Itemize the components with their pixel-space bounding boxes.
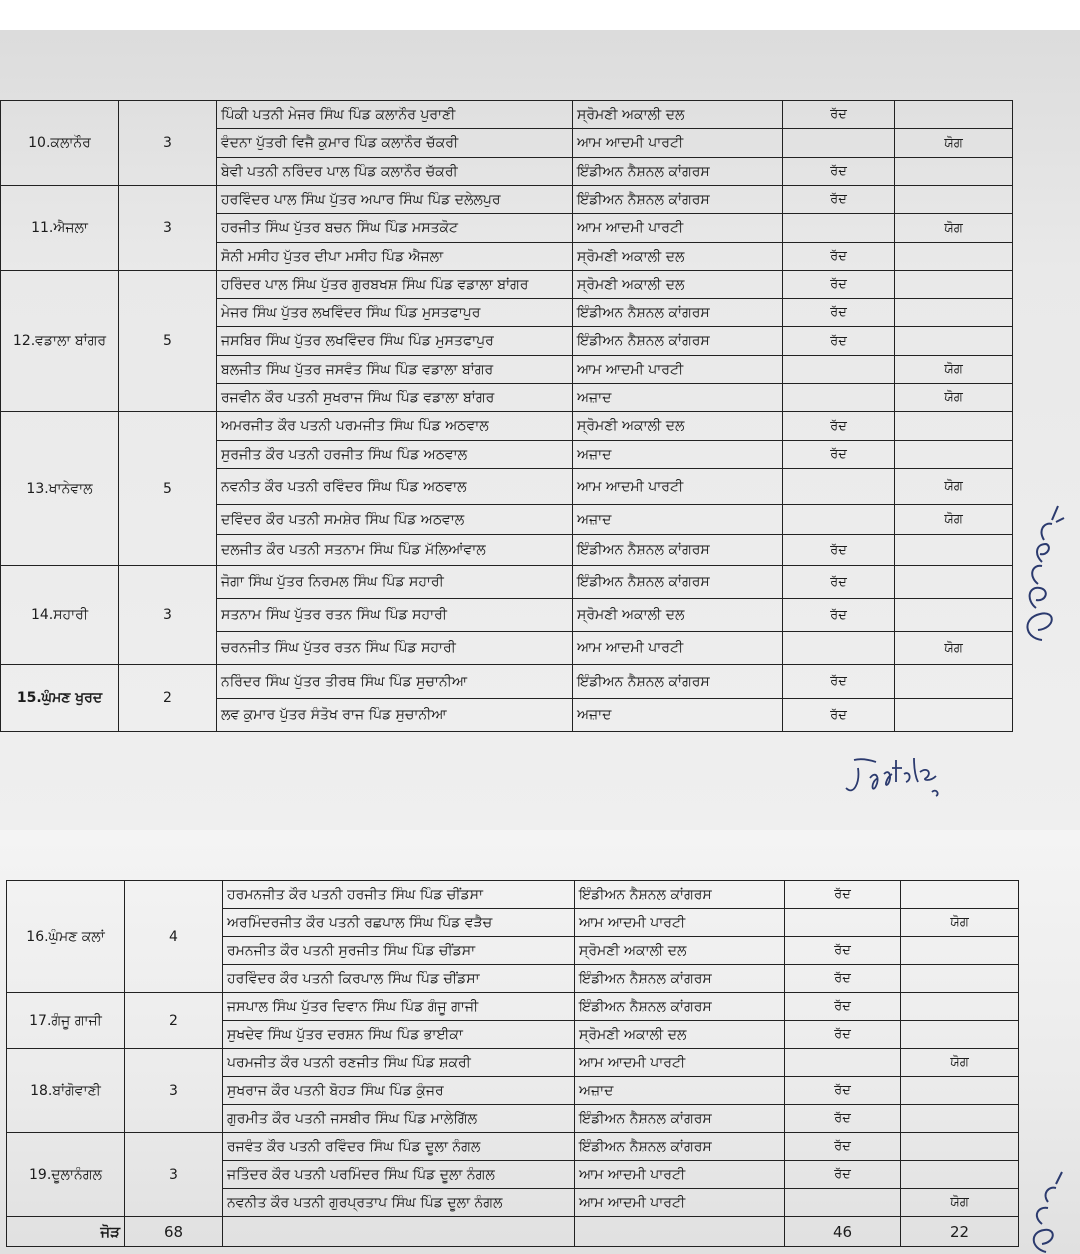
- rejected-mark: [785, 1189, 901, 1217]
- halqa-name: 17.ਗੰਜੂ ਗਾਜੀ: [7, 993, 125, 1049]
- rejected-mark: [783, 632, 895, 665]
- candidate-name: ਸਤਨਾਮ ਸਿੰਘ ਪੁੱਤਰ ਰਤਨ ਸਿੰਘ ਪਿੰਡ ਸਹਾਰੀ: [217, 599, 573, 632]
- rejected-mark: [783, 129, 895, 158]
- party-name: ਅਜ਼ਾਦ: [573, 441, 783, 469]
- candidate-name: ਅਰਮਿੰਦਰਜੀਤ ਕੌਰ ਪਤਨੀ ਰਛਪਾਲ ਸਿੰਘ ਪਿੰਡ ਵੜੈਚ: [223, 909, 575, 937]
- valid-mark: [895, 101, 1013, 129]
- rejected-mark: ਰੱਦ: [785, 965, 901, 993]
- valid-mark: ਯੋਗ: [895, 129, 1013, 158]
- candidate-name: ਨਵਨੀਤ ਕੌਰ ਪਤਨੀ ਗੁਰਪ੍ਰਤਾਪ ਸਿੰਘ ਪਿੰਡ ਦੂਲਾ ਨੰਗਲ: [223, 1189, 575, 1217]
- party-name: ਇੰਡੀਅਨ ਨੈਸ਼ਨਲ ਕਾਂਗਰਸ: [573, 327, 783, 356]
- rejected-mark: [783, 214, 895, 243]
- rejected-mark: [785, 1049, 901, 1077]
- party-name: ਇੰਡੀਅਨ ਨੈਸ਼ਨਲ ਕਾਂਗਰਸ: [573, 535, 783, 566]
- totals-blank-party: [575, 1217, 785, 1247]
- candidate-name: ਜਤਿੰਦਰ ਕੌਰ ਪਤਨੀ ਪਰਮਿੰਦਰ ਸਿੰਘ ਪਿੰਡ ਦੂਲਾ ਨੰਗਲ: [223, 1161, 575, 1189]
- candidate-name: ਅਮਰਜੀਤ ਕੌਰ ਪਤਨੀ ਪਰਮਜੀਤ ਸਿੰਘ ਪਿੰਡ ਅਠਵਾਲ: [217, 412, 573, 441]
- rejected-mark: [783, 469, 895, 505]
- valid-mark: ਯੋਗ: [901, 1189, 1019, 1217]
- party-name: ਸ੍ਰੋਮਣੀ ਅਕਾਲੀ ਦਲ: [573, 412, 783, 441]
- party-name: ਸ੍ਰੋਮਣੀ ਅਕਾਲੀ ਦਲ: [573, 101, 783, 129]
- rejected-mark: ਰੱਦ: [783, 412, 895, 441]
- rejected-mark: ਰੱਦ: [783, 566, 895, 599]
- halqa-name: 19.ਦੂਲਾਨੰਗਲ: [7, 1133, 125, 1217]
- halqa-name: 10.ਕਲਾਨੌਰ: [1, 101, 119, 186]
- rejected-mark: ਰੱਦ: [783, 599, 895, 632]
- party-name: ਇੰਡੀਅਨ ਨੈਸ਼ਨਲ ਕਾਂਗਰਸ: [575, 965, 785, 993]
- rejected-mark: [785, 909, 901, 937]
- rejected-mark: ਰੱਦ: [783, 665, 895, 699]
- valid-mark: ਯੋਗ: [895, 632, 1013, 665]
- valid-mark: [895, 327, 1013, 356]
- halqa-name: 13.ਖਾਨੇਵਾਲ: [1, 412, 119, 566]
- valid-mark: [901, 1021, 1019, 1049]
- party-name: ਆਮ ਆਦਮੀ ਪਾਰਟੀ: [573, 632, 783, 665]
- valid-mark: [895, 158, 1013, 186]
- valid-mark: [895, 441, 1013, 469]
- candidate-name: ਸੋਨੀ ਮਸੀਹ ਪੁੱਤਰ ਦੀਪਾ ਮਸੀਹ ਪਿੰਡ ਐਜਲਾ: [217, 243, 573, 271]
- totals-seats: 68: [125, 1217, 223, 1247]
- seat-count: 2: [125, 993, 223, 1049]
- party-name: ਇੰਡੀਅਨ ਨੈਸ਼ਨਲ ਕਾਂਗਰਸ: [573, 566, 783, 599]
- rejected-mark: ਰੱਦ: [785, 1161, 901, 1189]
- rejected-mark: ਰੱਦ: [783, 243, 895, 271]
- party-name: ਇੰਡੀਅਨ ਨੈਸ਼ਨਲ ਕਾਂਗਰਸ: [573, 665, 783, 699]
- candidate-name: ਹਰਮਨਜੀਤ ਕੌਰ ਪਤਨੀ ਹਰਜੀਤ ਸਿੰਘ ਪਿੰਡ ਚੀਂਡਸਾ: [223, 881, 575, 909]
- totals-blank-candidate: [223, 1217, 575, 1247]
- valid-mark: [895, 599, 1013, 632]
- candidate-name: ਚਰਨਜੀਤ ਸਿੰਘ ਪੁੱਤਰ ਰਤਨ ਸਿੰਘ ਪਿੰਡ ਸਹਾਰੀ: [217, 632, 573, 665]
- valid-mark: [895, 271, 1013, 299]
- rejected-mark: ਰੱਦ: [783, 441, 895, 469]
- candidate-name: ਲਵ ਕੁਮਾਰ ਪੁੱਤਰ ਸੰਤੋਖ ਰਾਜ ਪਿੰਡ ਸੁਚਾਨੀਆ: [217, 699, 573, 732]
- valid-mark: [895, 535, 1013, 566]
- valid-mark: [901, 881, 1019, 909]
- party-name: ਅਜ਼ਾਦ: [575, 1077, 785, 1105]
- party-name: ਆਮ ਆਦਮੀ ਪਾਰਟੀ: [573, 469, 783, 505]
- candidate-name: ਹਰਿੰਦਰ ਪਾਲ ਸਿੰਘ ਪੁੱਤਰ ਗੁਰਬਖਸ਼ ਸਿੰਘ ਪਿੰਡ ਵਡਾਲਾ ਬਾਂਗਰ: [217, 271, 573, 299]
- halqa-name: 16.ਘੁੰਮਣ ਕਲਾਂ: [7, 881, 125, 993]
- candidate-name: ਮੇਜਰ ਸਿੰਘ ਪੁੱਤਰ ਲਖਵਿੰਦਰ ਸਿੰਘ ਪਿੰਡ ਮੁਸਤਫਾਪੁਰ: [217, 299, 573, 327]
- rejected-mark: [783, 384, 895, 412]
- party-name: ਸ੍ਰੋਮਣੀ ਅਕਾਲੀ ਦਲ: [575, 937, 785, 965]
- table-row: [1, 186, 1013, 214]
- table-row: [1, 271, 1013, 299]
- rejected-mark: ਰੱਦ: [783, 299, 895, 327]
- rejected-mark: ਰੱਦ: [783, 101, 895, 129]
- candidate-name: ਸੁਰਜੀਤ ਕੌਰ ਪਤਨੀ ਹਰਜੀਤ ਸਿੰਘ ਪਿੰਡ ਅਠਵਾਲ: [217, 441, 573, 469]
- rejected-mark: ਰੱਦ: [785, 1133, 901, 1161]
- party-name: ਅਜ਼ਾਦ: [573, 505, 783, 535]
- totals-row: [7, 1217, 1019, 1247]
- totals-label: ਜੋੜ: [7, 1217, 125, 1247]
- party-name: ਸ੍ਰੋਮਣੀ ਅਕਾਲੀ ਦਲ: [573, 271, 783, 299]
- party-name: ਆਮ ਆਦਮੀ ਪਾਰਟੀ: [575, 1161, 785, 1189]
- rejected-mark: ਰੱਦ: [785, 1021, 901, 1049]
- party-name: ਇੰਡੀਅਨ ਨੈਸ਼ਨਲ ਕਾਂਗਰਸ: [575, 1105, 785, 1133]
- halqa-name: 14.ਸਹਾਰੀ: [1, 566, 119, 665]
- party-name: ਅਜ਼ਾਦ: [573, 384, 783, 412]
- signature-right-bottom: [1016, 1170, 1076, 1254]
- valid-mark: [895, 299, 1013, 327]
- candidate-name: ਬੇਵੀ ਪਤਨੀ ਨਰਿੰਦਰ ਪਾਲ ਪਿੰਡ ਕਲਾਨੌਰ ਚੱਕਰੀ: [217, 158, 573, 186]
- party-name: ਸ੍ਰੋਮਣੀ ਅਕਾਲੀ ਦਲ: [575, 1021, 785, 1049]
- candidate-name: ਹਰਵਿੰਦਰ ਕੌਰ ਪਤਨੀ ਕਿਰਪਾਲ ਸਿੰਘ ਪਿੰਡ ਚੀਂਡਸਾ: [223, 965, 575, 993]
- signature-middle: [840, 738, 950, 810]
- valid-mark: [901, 1161, 1019, 1189]
- valid-mark: ਯੋਗ: [901, 1049, 1019, 1077]
- valid-mark: ਯੋਗ: [895, 214, 1013, 243]
- seat-count: 4: [125, 881, 223, 993]
- party-name: ਸ੍ਰੋਮਣੀ ਅਕਾਲੀ ਦਲ: [573, 599, 783, 632]
- candidate-name: ਜਸਬਿਰ ਸਿੰਘ ਪੁੱਤਰ ਲਖਵਿੰਦਰ ਸਿੰਘ ਪਿੰਡ ਮੁਸਤਫਾਪੁਰ: [217, 327, 573, 356]
- valid-mark: [895, 699, 1013, 732]
- valid-mark: [895, 665, 1013, 699]
- table-row: [7, 1049, 1019, 1077]
- party-name: ਇੰਡੀਅਨ ਨੈਸ਼ਨਲ ਕਾਂਗਰਸ: [573, 158, 783, 186]
- valid-mark: [901, 1077, 1019, 1105]
- valid-mark: [895, 412, 1013, 441]
- candidate-name: ਰਮਨਜੀਤ ਕੌਰ ਪਤਨੀ ਸੁਰਜੀਤ ਸਿੰਘ ਪਿੰਡ ਚੀਂਡਸਾ: [223, 937, 575, 965]
- rejected-mark: ਰੱਦ: [785, 1077, 901, 1105]
- table-row: [1, 665, 1013, 699]
- totals-rejected: 46: [785, 1217, 901, 1247]
- table-row: [1, 412, 1013, 441]
- candidate-name: ਸੁਖਦੇਵ ਸਿੰਘ ਪੁੱਤਰ ਦਰਸ਼ਨ ਸਿੰਘ ਪਿੰਡ ਭਾਈਕਾ: [223, 1021, 575, 1049]
- valid-mark: [901, 965, 1019, 993]
- candidate-name: ਜੋਗਾ ਸਿੰਘ ਪੁੱਤਰ ਨਿਰਮਲ ਸਿੰਘ ਪਿੰਡ ਸਹਾਰੀ: [217, 566, 573, 599]
- valid-mark: ਯੋਗ: [895, 505, 1013, 535]
- candidate-name: ਬਲਜੀਤ ਸਿੰਘ ਪੁੱਤਰ ਜਸਵੰਤ ਸਿੰਘ ਪਿੰਡ ਵਡਾਲਾ ਬਾਂਗਰ: [217, 356, 573, 384]
- halqa-name: 11.ਐਜਲਾ: [1, 186, 119, 271]
- party-name: ਆਮ ਆਦਮੀ ਪਾਰਟੀ: [573, 356, 783, 384]
- valid-mark: [895, 186, 1013, 214]
- table-row: [1, 101, 1013, 129]
- candidate-name: ਹਰਵਿੰਦਰ ਪਾਲ ਸਿੰਘ ਪੁੱਤਰ ਅਪਾਰ ਸਿੰਘ ਪਿੰਡ ਦਲੇਲਪੁਰ: [217, 186, 573, 214]
- party-name: ਸ੍ਰੋਮਣੀ ਅਕਾਲੀ ਦਲ: [573, 243, 783, 271]
- seat-count: 5: [119, 412, 217, 566]
- candidate-name: ਪਿੰਕੀ ਪਤਨੀ ਮੇਜਰ ਸਿੰਘ ਪਿੰਡ ਕਲਾਨੌਰ ਪੁਰਾਣੀ: [217, 101, 573, 129]
- valid-mark: ਯੋਗ: [901, 909, 1019, 937]
- seat-count: 3: [125, 1133, 223, 1217]
- seat-count: 3: [119, 566, 217, 665]
- valid-mark: [901, 937, 1019, 965]
- candidate-name: ਰਜਵੰਤ ਕੌਰ ਪਤਨੀ ਰਵਿੰਦਰ ਸਿੰਘ ਪਿੰਡ ਦੂਲਾ ਨੰਗਲ: [223, 1133, 575, 1161]
- candidate-name: ਦਲਜੀਤ ਕੌਰ ਪਤਨੀ ਸਤਨਾਮ ਸਿੰਘ ਪਿੰਡ ਮੱਲਿਆਂਵਾਲ: [217, 535, 573, 566]
- candidate-name: ਰਜਵੀਨ ਕੌਰ ਪਤਨੀ ਸੁਖਰਾਜ ਸਿੰਘ ਪਿੰਡ ਵਡਾਲਾ ਬਾਂਗਰ: [217, 384, 573, 412]
- candidate-name: ਨਰਿੰਦਰ ਸਿੰਘ ਪੁੱਤਰ ਤੀਰਥ ਸਿੰਘ ਪਿੰਡ ਸੁਚਾਨੀਆ: [217, 665, 573, 699]
- seat-count: 3: [119, 186, 217, 271]
- party-name: ਇੰਡੀਅਨ ਨੈਸ਼ਨਲ ਕਾਂਗਰਸ: [575, 993, 785, 1021]
- rejected-mark: ਰੱਦ: [783, 158, 895, 186]
- candidate-name: ਪਰਮਜੀਤ ਕੌਰ ਪਤਨੀ ਰਣਜੀਤ ਸਿੰਘ ਪਿੰਡ ਸ਼ਕਰੀ: [223, 1049, 575, 1077]
- candidate-name: ਦਵਿੰਦਰ ਕੌਰ ਪਤਨੀ ਸਮਸ਼ੇਰ ਸਿੰਘ ਪਿੰਡ ਅਠਵਾਲ: [217, 505, 573, 535]
- halqa-name: 12.ਵਡਾਲਾ ਬਾਂਗਰ: [1, 271, 119, 412]
- valid-mark: [901, 1133, 1019, 1161]
- valid-mark: ਯੋਗ: [895, 469, 1013, 505]
- signature-right-top: [1012, 500, 1074, 650]
- party-name: ਇੰਡੀਅਨ ਨੈਸ਼ਨਲ ਕਾਂਗਰਸ: [575, 1133, 785, 1161]
- candidate-name: ਜਸਪਾਲ ਸਿੰਘ ਪੁੱਤਰ ਦਿਵਾਨ ਸਿੰਘ ਪਿੰਡ ਗੰਜੂ ਗਾਜੀ: [223, 993, 575, 1021]
- table-row: [7, 881, 1019, 909]
- valid-mark: [895, 566, 1013, 599]
- party-name: ਇੰਡੀਅਨ ਨੈਸ਼ਨਲ ਕਾਂਗਰਸ: [573, 299, 783, 327]
- party-name: ਇੰਡੀਅਨ ਨੈਸ਼ਨਲ ਕਾਂਗਰਸ: [575, 881, 785, 909]
- valid-mark: ਯੋਗ: [895, 356, 1013, 384]
- seat-count: 3: [119, 101, 217, 186]
- totals-valid: 22: [901, 1217, 1019, 1247]
- table-row: [7, 1133, 1019, 1161]
- candidates-table-top: [0, 100, 1013, 732]
- rejected-mark: ਰੱਦ: [785, 993, 901, 1021]
- candidate-name: ਨਵਨੀਤ ਕੌਰ ਪਤਨੀ ਰਵਿੰਦਰ ਸਿੰਘ ਪਿੰਡ ਅਠਵਾਲ: [217, 469, 573, 505]
- candidates-table-bottom: [6, 880, 1019, 1247]
- party-name: ਆਮ ਆਦਮੀ ਪਾਰਟੀ: [573, 129, 783, 158]
- rejected-mark: ਰੱਦ: [785, 1105, 901, 1133]
- seat-count: 2: [119, 665, 217, 732]
- candidate-name: ਵੰਦਨਾ ਪੁੱਤਰੀ ਵਿਜੈ ਕੁਮਾਰ ਪਿੰਡ ਕਲਾਨੌਰ ਚੱਕਰੀ: [217, 129, 573, 158]
- party-name: ਆਮ ਆਦਮੀ ਪਾਰਟੀ: [575, 1049, 785, 1077]
- party-name: ਅਜ਼ਾਦ: [573, 699, 783, 732]
- candidate-name: ਹਰਜੀਤ ਸਿੰਘ ਪੁੱਤਰ ਬਚਨ ਸਿੰਘ ਪਿੰਡ ਮਸਤਕੋਟ: [217, 214, 573, 243]
- candidate-name: ਗੁਰਮੀਤ ਕੌਰ ਪਤਨੀ ਜਸਬੀਰ ਸਿੰਘ ਪਿੰਡ ਮਾਲੇਗਿੱਲ: [223, 1105, 575, 1133]
- party-name: ਆਮ ਆਦਮੀ ਪਾਰਟੀ: [575, 909, 785, 937]
- rejected-mark: [783, 356, 895, 384]
- seat-count: 3: [125, 1049, 223, 1133]
- party-name: ਆਮ ਆਦਮੀ ਪਾਰਟੀ: [575, 1189, 785, 1217]
- rejected-mark: [783, 505, 895, 535]
- valid-mark: [901, 993, 1019, 1021]
- rejected-mark: ਰੱਦ: [783, 327, 895, 356]
- valid-mark: ਯੋਗ: [895, 384, 1013, 412]
- rejected-mark: ਰੱਦ: [783, 271, 895, 299]
- halqa-name: 15.ਘੁੰਮਣ ਖੁਰਦ: [1, 665, 119, 732]
- party-name: ਇੰਡੀਅਨ ਨੈਸ਼ਨਲ ਕਾਂਗਰਸ: [573, 186, 783, 214]
- table-row: [7, 993, 1019, 1021]
- rejected-mark: ਰੱਦ: [785, 881, 901, 909]
- party-name: ਆਮ ਆਦਮੀ ਪਾਰਟੀ: [573, 214, 783, 243]
- valid-mark: [895, 243, 1013, 271]
- halqa-name: 18.ਬਾਂਗੋਵਾਣੀ: [7, 1049, 125, 1133]
- rejected-mark: ਰੱਦ: [783, 699, 895, 732]
- candidate-name: ਸੁਖਰਾਜ ਕੌਰ ਪਤਨੀ ਬੋਹੜ ਸਿੰਘ ਪਿੰਡ ਕੁੰਜਰ: [223, 1077, 575, 1105]
- valid-mark: [901, 1105, 1019, 1133]
- rejected-mark: ਰੱਦ: [783, 535, 895, 566]
- table-row: [1, 566, 1013, 599]
- rejected-mark: ਰੱਦ: [785, 937, 901, 965]
- rejected-mark: ਰੱਦ: [783, 186, 895, 214]
- seat-count: 5: [119, 271, 217, 412]
